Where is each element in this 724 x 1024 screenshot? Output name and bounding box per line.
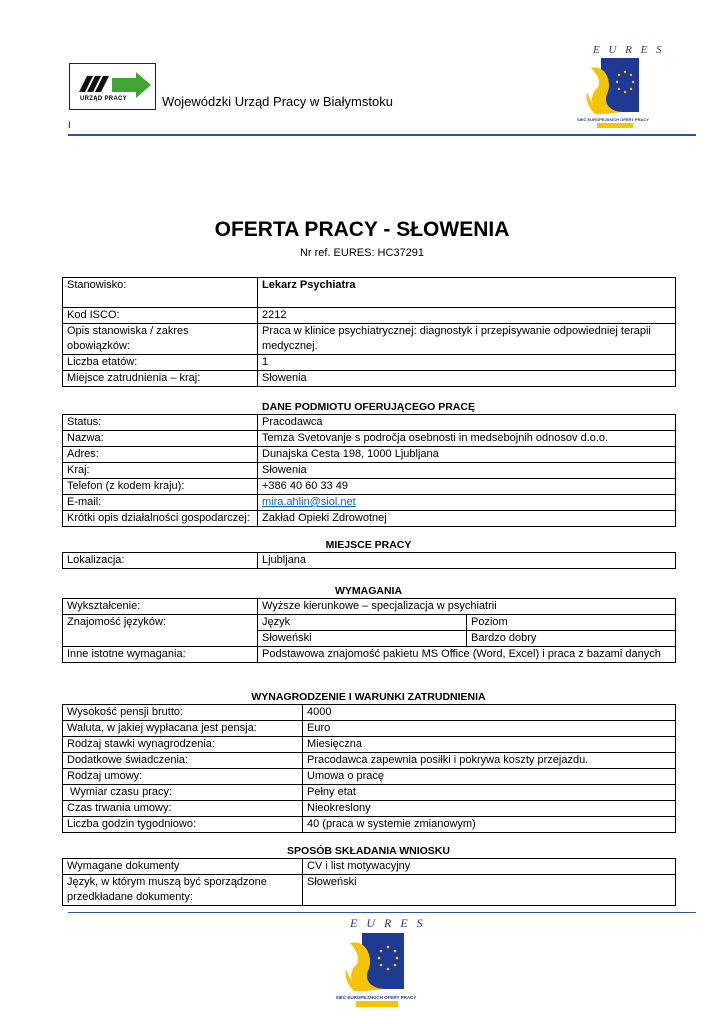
salary-label: Rodzaj stawki wynagrodzenia: <box>63 737 303 753</box>
table-row <box>63 415 676 431</box>
salary-label: Wysokość pensji brutto: <box>63 705 303 721</box>
employer-value: Pracodawca <box>258 415 676 431</box>
table-row <box>63 371 676 387</box>
salary-label: Wymiar czasu pracy: <box>63 785 303 801</box>
employer-label: Kraj: <box>63 463 258 479</box>
job-value: 1 <box>258 355 676 371</box>
salary-value: Pełny etat <box>303 785 676 801</box>
salary-label: Waluta, w jakiej wypłacana jest pensja: <box>63 721 303 737</box>
employer-label: Status: <box>63 415 258 431</box>
table-row <box>63 753 676 769</box>
table-row <box>63 447 676 463</box>
job-value: Praca w klinice psychiatrycznej: diagnostyk i przepisywanie odpowiedniej terapii medycznej. <box>258 324 676 355</box>
language-value: Słoweński <box>258 631 467 647</box>
svg-text:E U R E S: E U R E S <box>350 916 426 930</box>
table-row <box>63 479 676 495</box>
agency-name: Wojewódzki Urząd Pracy w Białymstoku <box>162 94 393 109</box>
salary-section-title: WYNAGRODZENIE I WARUNKI ZATRUDNIENIA <box>251 691 486 703</box>
table-row <box>63 875 676 906</box>
employer-value: Temza Svetovanje s področja osebnosti in medsebojnih odnosov d.o.o. <box>258 431 676 447</box>
job-label: Liczba etatów: <box>63 355 258 371</box>
salary-value: Umowa o pracę <box>303 769 676 785</box>
header-rule <box>68 134 696 136</box>
eures-logo-bottom <box>335 915 426 1010</box>
logo-caption: URZĄD PRACY <box>80 96 127 102</box>
requirements-table <box>62 598 676 663</box>
salary-value: Nieokreslony <box>303 801 676 817</box>
table-row <box>63 817 676 833</box>
salary-value: 40 (praca w systemie zmianowym) <box>303 817 676 833</box>
table-row <box>63 495 676 511</box>
employer-value: Dunajska Cesta 198, 1000 Ljubljana <box>258 447 676 463</box>
requirements-value: Podstawowa znajomość pakietu MS Office (Word, Excel) i praca z bazami danych <box>258 647 676 663</box>
employer-label: Nazwa: <box>63 431 258 447</box>
employer-label: Telefon (z kodem kraju): <box>63 479 258 495</box>
salary-label: Rodzaj umowy: <box>63 769 303 785</box>
page-title: OFERTA PRACY - SŁOWENIA <box>214 218 510 241</box>
salary-value: 4000 <box>303 705 676 721</box>
urzad-pracy-logo <box>69 63 156 110</box>
application-value: CV i list motywacyjny <box>303 859 676 875</box>
job-label: Opis stanowiska / zakres obowiązków: <box>63 324 258 355</box>
level-value: Bardzo dobry <box>467 631 676 647</box>
table-row <box>63 553 676 569</box>
table-row <box>63 308 676 324</box>
employer-value: +386 40 60 33 49 <box>258 479 676 495</box>
application-section-title: SPOSÓB SKŁADANIA WNIOSKU <box>287 845 450 857</box>
salary-table <box>62 704 676 833</box>
table-row <box>63 278 676 308</box>
employer-section-title: DANE PODMIOTU OFERUJĄCEGO PRACĘ <box>262 401 475 413</box>
table-row <box>63 324 676 355</box>
level-header: Poziom <box>467 615 676 631</box>
table-row <box>63 511 676 527</box>
table-row <box>63 431 676 447</box>
workplace-section-title: MIEJSCE PRACY <box>325 539 412 551</box>
cards-icon <box>77 72 113 94</box>
job-value: 2212 <box>258 308 676 324</box>
job-label: Stanowisko: <box>63 278 258 308</box>
table-row <box>63 737 676 753</box>
salary-value: Euro <box>303 721 676 737</box>
footer-rule <box>68 912 696 913</box>
eures-tagline-bottom: SIEĆ EUROPEJSKICH OFERT PRACY <box>335 995 417 1000</box>
table-row <box>63 785 676 801</box>
salary-label: Dodatkowe świadczenia: <box>63 753 303 769</box>
language-header: Język <box>258 615 467 631</box>
application-table <box>62 858 676 906</box>
header-mark: I <box>68 120 71 130</box>
workplace-label: Lokalizacja: <box>63 553 258 569</box>
workplace-table <box>62 552 676 569</box>
employer-label: Adres: <box>63 447 258 463</box>
job-value: Lekarz Psychiatra <box>258 278 676 308</box>
table-row <box>63 801 676 817</box>
application-label: Wymagane dokumenty <box>63 859 303 875</box>
table-row <box>63 355 676 371</box>
application-label: Język, w którym muszą być sporządzone przedkładane dokumenty: <box>63 875 303 906</box>
salary-value: Pracodawca zapewnia posiłki i pokrywa koszty przejazdu. <box>303 753 676 769</box>
svg-text:E U R E S: E U R E S <box>593 44 665 56</box>
email-link[interactable]: mira.ahlin@siol.net <box>262 496 356 508</box>
table-row <box>63 463 676 479</box>
salary-label: Czas trwania umowy: <box>63 801 303 817</box>
requirements-label: Znajomość języków: <box>63 615 258 647</box>
workplace-value: Ljubljana <box>258 553 676 569</box>
salary-value: Miesięczna <box>303 737 676 753</box>
employer-value: Słowenia <box>258 463 676 479</box>
table-row <box>63 769 676 785</box>
requirements-label: Inne istotne wymagania: <box>63 647 258 663</box>
job-label: Kod ISCO: <box>63 308 258 324</box>
employer-table <box>62 414 676 527</box>
eures-tagline-top: SIEĆ EUROPEJSKICH OFERT PRACY <box>577 117 649 122</box>
job-value: Słowenia <box>258 371 676 387</box>
reference-number: Nr ref. EURES: HC37291 <box>299 247 425 259</box>
requirements-label: Wykształcenie: <box>63 599 258 615</box>
employer-value: Zakład Opieki Zdrowotnej <box>258 511 676 527</box>
requirements-value: Wyższe kierunkowe – specjalizacja w psychiatrii <box>258 599 676 615</box>
employer-label: E-mail: <box>63 495 258 511</box>
job-label: Miejsce zatrudnienia – kraj: <box>63 371 258 387</box>
table-row <box>63 599 676 615</box>
application-value: Słoweński <box>303 875 676 906</box>
table-row <box>63 647 676 663</box>
table-row <box>63 615 676 631</box>
table-row <box>63 859 676 875</box>
table-row <box>63 705 676 721</box>
job-table <box>62 277 676 387</box>
eures-logo-top <box>577 42 665 132</box>
requirements-section-title: WYMAGANIA <box>334 585 403 597</box>
salary-label: Liczba godzin tygodniowo: <box>63 817 303 833</box>
table-row <box>63 721 676 737</box>
employer-label: Krótki opis działalności gospodarczej: <box>63 511 258 527</box>
